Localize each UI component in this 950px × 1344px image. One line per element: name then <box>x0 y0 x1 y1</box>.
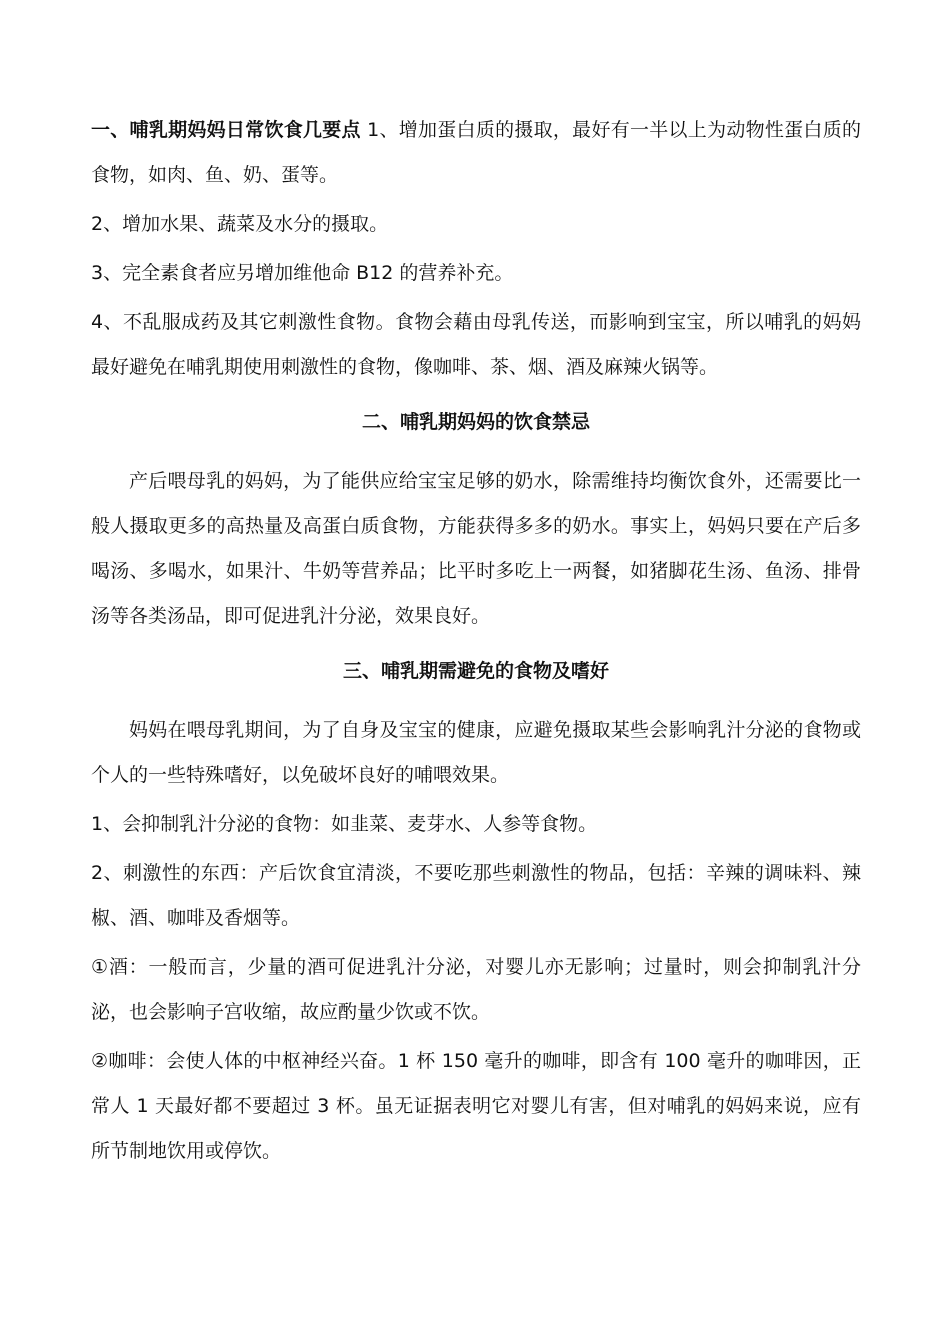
section3-item-1: 1、会抑制乳汁分泌的食物：如韭菜、麦芽水、人参等食物。 <box>91 813 598 835</box>
section1-item-4: 4、不乱服成药及其它刺激性食物。食物会藉由母乳传送，而影响到宝宝，所以哺乳的妈妈最好避免在哺乳期使用刺激性的食物，像咖啡、茶、烟、酒及麻辣火锅等。 <box>91 311 861 378</box>
document-page <box>91 108 861 1178</box>
section1-item-2: 2、增加水果、蔬菜及水分的摄取。 <box>91 213 389 235</box>
section1-intro-paragraph <box>91 108 861 198</box>
section3-item-2: 2、刺激性的东西：产后饮食宜清淡，不要吃那些刺激性的物品，包括：辛辣的调味料、辣椒、酒、咖啡及香烟等。 <box>91 862 861 929</box>
section1-item-1: 1、增加蛋白质的摄取，最好有一半以上为动物性蛋白质的食物，如肉、鱼、奶、蛋等。 <box>91 119 861 186</box>
section3-intro: 妈妈在喂母乳期间，为了自身及宝宝的健康，应避免摄取某些会影响乳汁分泌的食物或个人的一些特殊嗜好，以免破坏良好的哺喂效果。 <box>91 719 861 786</box>
section2-paragraph: 产后喂母乳的妈妈，为了能供应给宝宝足够的奶水，除需维持均衡饮食外，还需要比一般人摄取更多的高热量及高蛋白质食物，方能获得多多的奶水。事实上，妈妈只要在产后多喝汤、多喝水，如果汁、牛奶等营养品；比平时多吃上一两餐，如猪脚花生汤、鱼汤、排骨汤等各类汤品，即可促进乳汁分泌，效果良好。 <box>91 470 861 627</box>
section2-heading: 二、哺乳期妈妈的饮食禁忌 <box>361 411 590 433</box>
section1-item-3: 3、完全素食者应另增加维他命 B12 的营养补充。 <box>91 262 514 284</box>
section3-wine-paragraph: ①酒：一般而言，少量的酒可促进乳汁分泌，对婴儿亦无影响；过量时，则会抑制乳汁分泌，也会影响子宫收缩，故应酌量少饮或不饮。 <box>91 956 861 1023</box>
section3-coffee-paragraph: ②咖啡：会使人体的中枢神经兴奋。1 杯 150 毫升的咖啡，即含有 100 毫升的咖啡因，正常人 1 天最好都不要超过 3 杯。虽无证据表明它对婴儿有害，但对哺乳的妈妈来说，应有所节制地饮用或停饮。 <box>91 1050 861 1162</box>
section3-heading: 三、哺乳期需避免的食物及嗜好 <box>342 660 609 682</box>
section1-heading: 一、哺乳期妈妈日常饮食几要点 <box>91 119 361 141</box>
